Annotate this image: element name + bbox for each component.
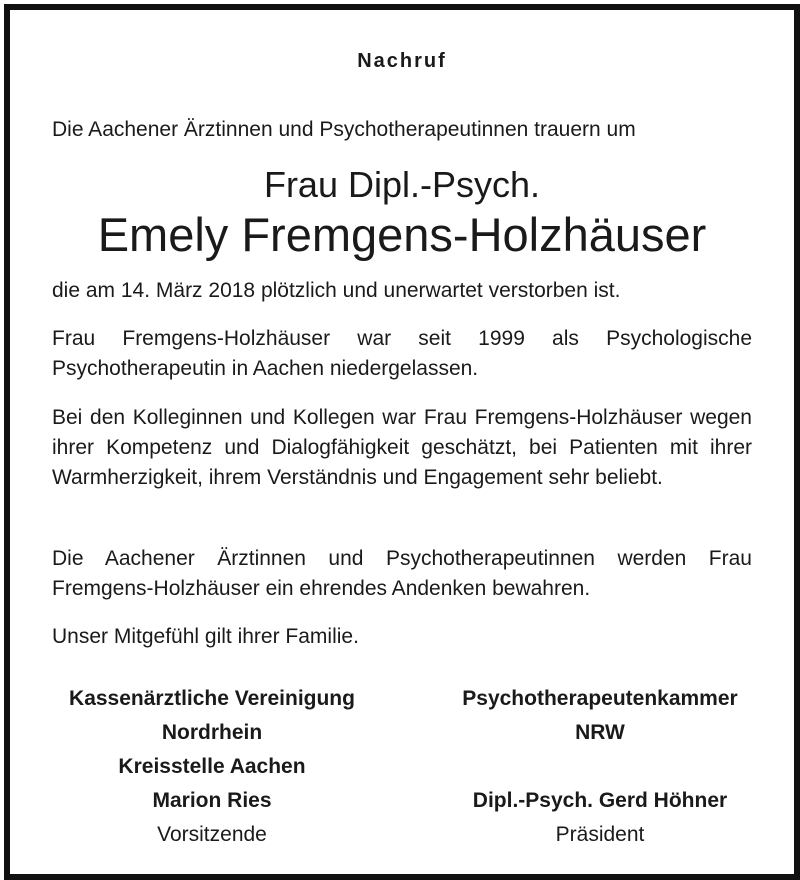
paragraph-remembrance: Die Aachener Ärztinnen und Psychotherapeutinnen werden Frau Fremgens-Holzhäuser ein ehrendes Andenken bewahren.: [52, 547, 752, 600]
paragraph-death-date: die am 14. März 2018 plötzlich und unerwartet verstorben ist.: [52, 279, 621, 302]
signature-org-line: Kreisstelle Aachen: [118, 755, 306, 778]
deceased-title: Frau Dipl.-Psych.: [263, 164, 541, 205]
signature-spacer: [430, 750, 770, 784]
signature-block-ptk: [430, 682, 770, 852]
signature-person: Dipl.-Psych. Gerd Höhner: [472, 789, 728, 812]
signature-person: Marion Ries: [152, 789, 272, 812]
signature-org-line: Psychotherapeutenkammer: [462, 687, 738, 710]
paragraph-career: Frau Fremgens-Holzhäuser war seit 1999 als Psychologische Psychotherapeutin in Aachen niedergelassen.: [52, 327, 752, 380]
signature-role: Präsident: [555, 823, 645, 846]
signature-role: Vorsitzende: [157, 823, 267, 846]
signature-block-kv: [42, 682, 382, 852]
notice-heading: Nachruf: [357, 50, 447, 72]
notice-frame: [4, 4, 800, 880]
intro-line: Die Aachener Ärztinnen und Psychotherapeutinnen trauern um: [52, 118, 636, 141]
signature-org-line: NRW: [575, 721, 625, 744]
deceased-name: Emely Fremgens-Holzhäuser: [97, 208, 707, 261]
paragraph-condolence: Unser Mitgefühl gilt ihrer Familie.: [52, 625, 359, 648]
signature-org-line: Nordrhein: [161, 721, 263, 744]
paragraph-tribute: Bei den Kolleginnen und Kollegen war Frau Fremgens-Holzhäuser wegen ihrer Kompetenz und Dialogfähigkeit geschätzt, bei Patienten mit ihrer Warmherzigkeit, ihrem Verständnis und Engagement sehr beliebt.: [52, 406, 752, 489]
signature-org-line: Kassenärztliche Vereinigung: [69, 687, 355, 710]
